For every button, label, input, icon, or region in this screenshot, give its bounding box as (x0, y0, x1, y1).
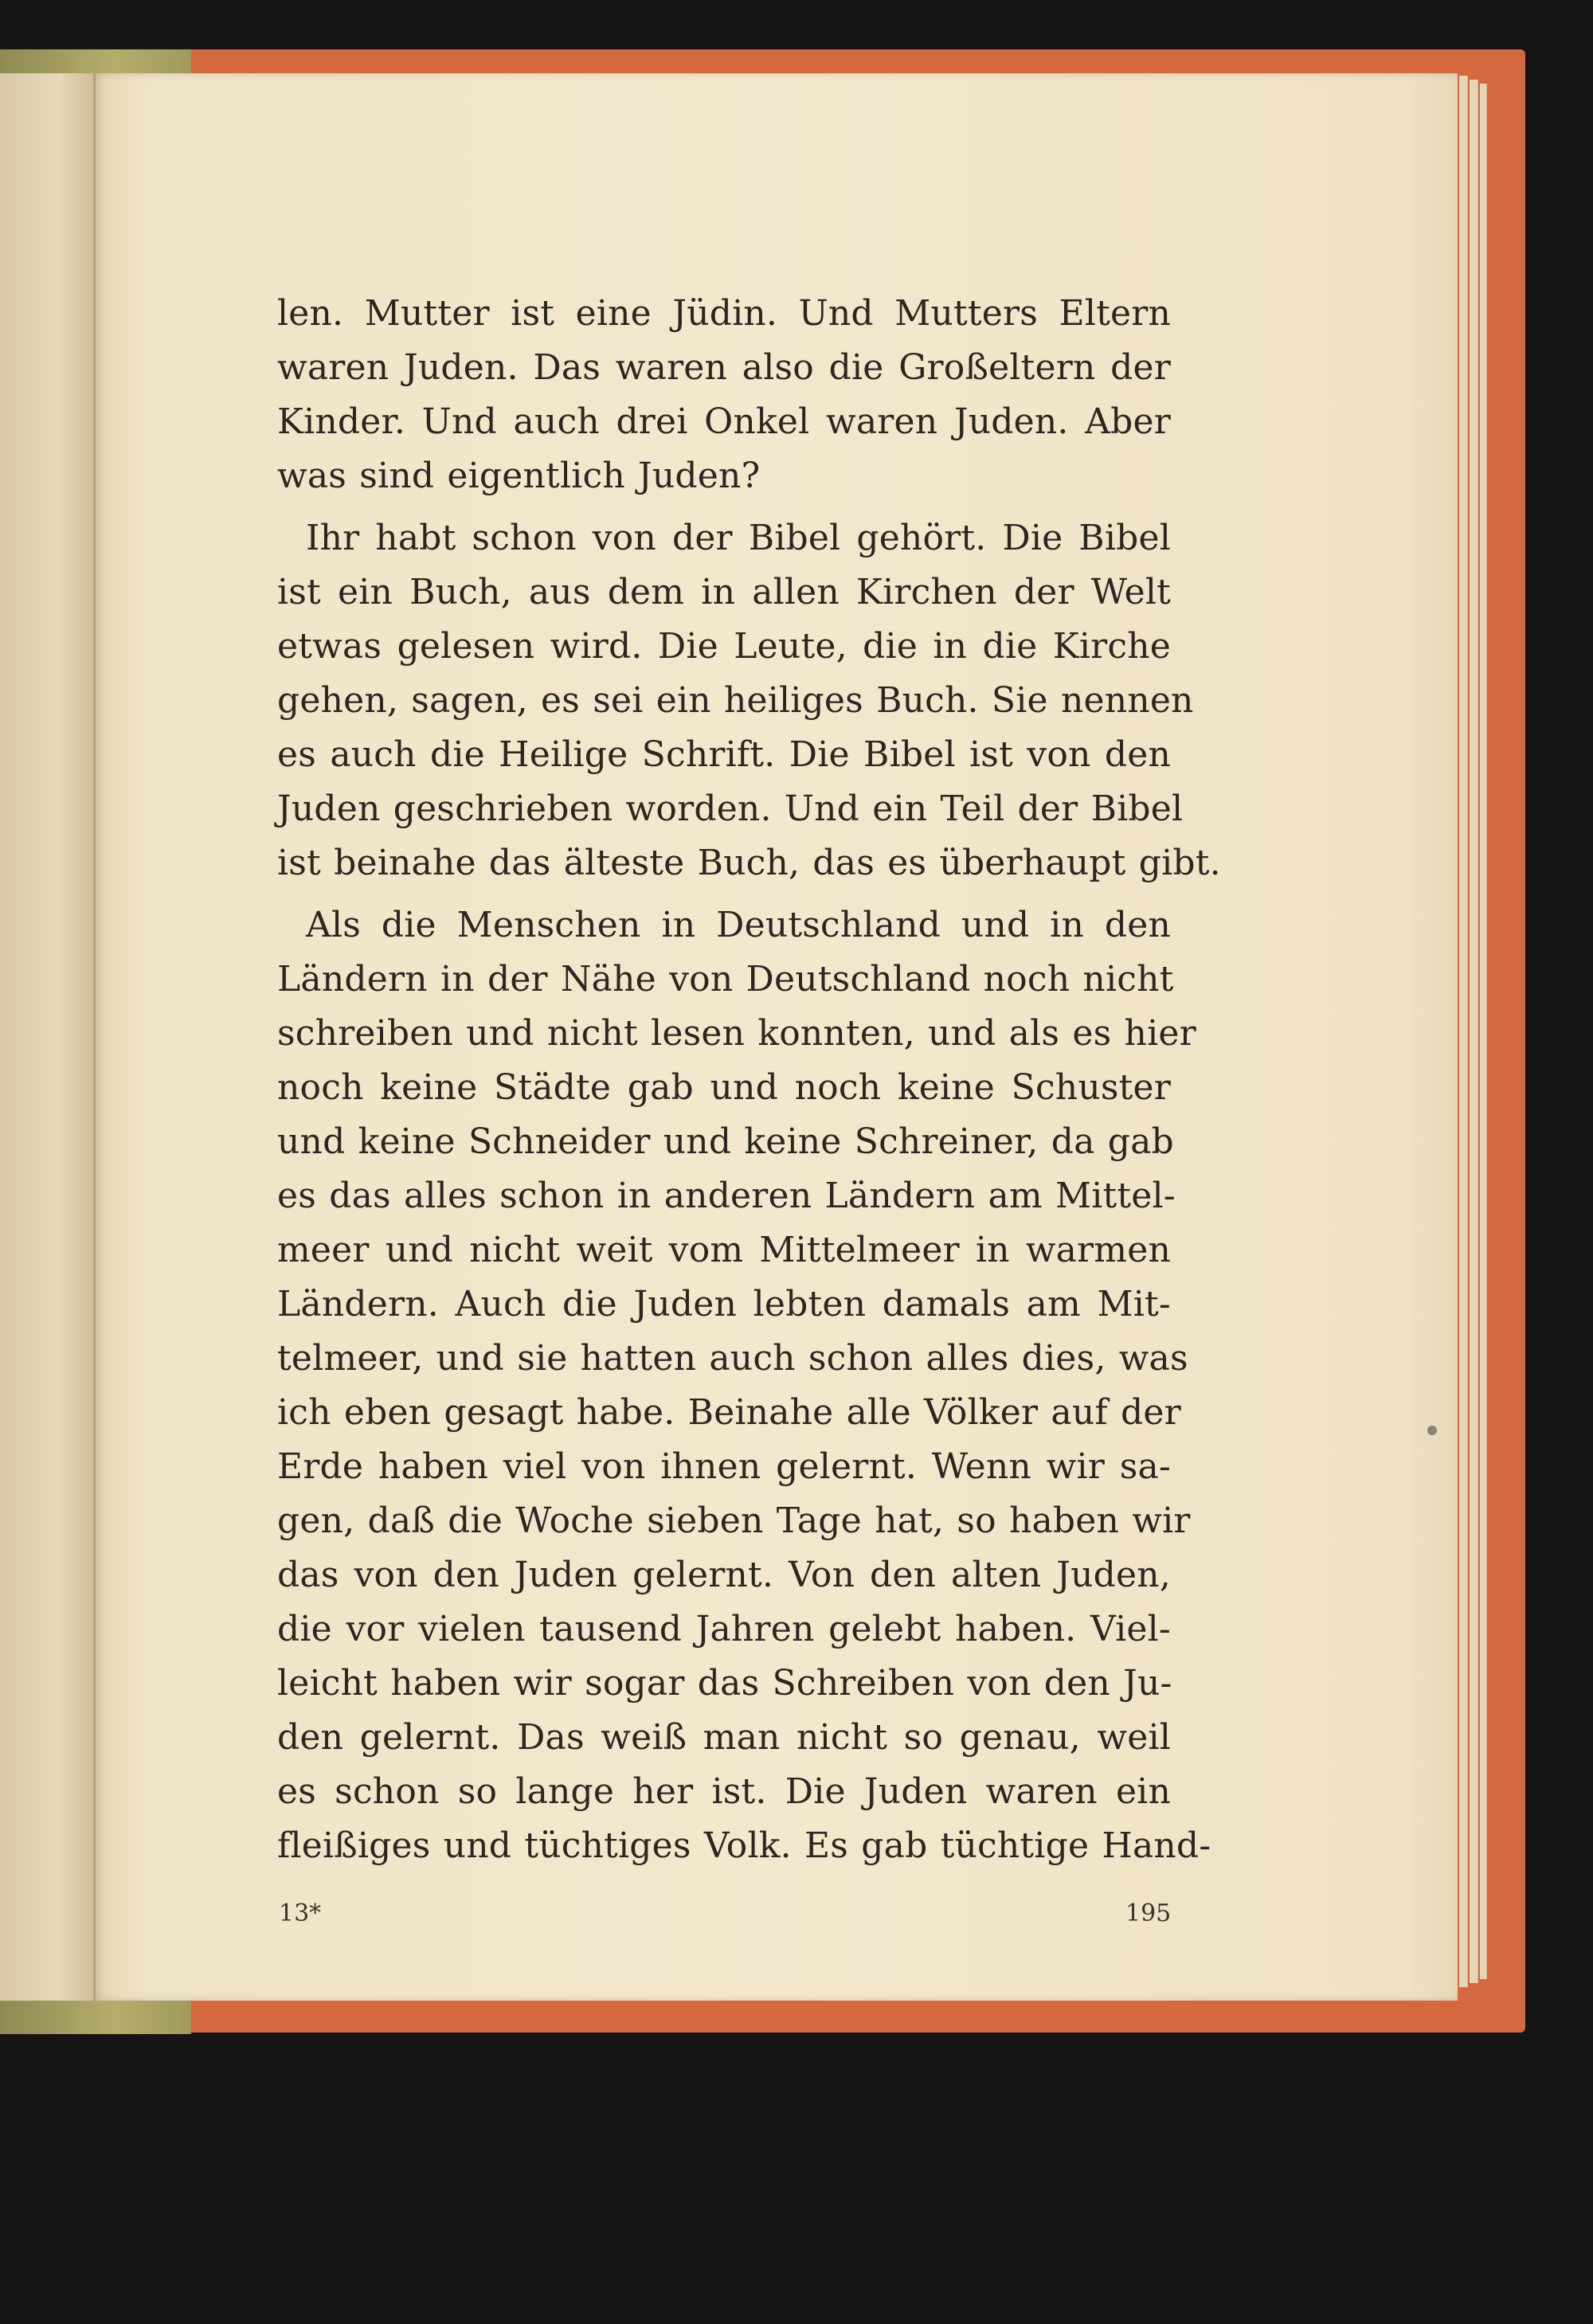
page-stack-edge (1480, 84, 1487, 1979)
text-line: Juden geschrieben worden. Und ein Teil der Bibel (277, 788, 1184, 829)
text-line: gen, daß die Woche sieben Tage hat, so haben wir (277, 1500, 1191, 1541)
text-line: schreiben und nicht lesen konnten, und als es hier (277, 1013, 1196, 1054)
text-line: es auch die Heilige Schrift. Die Bibel ist von den (277, 734, 1171, 775)
text-line: fleißiges und tüchtiges Volk. Es gab tüchtige Hand- (277, 1825, 1211, 1866)
text-line: meer und nicht weit vom Mittelmeer in warmen (277, 1230, 1171, 1270)
text-line: telmeer, und sie hatten auch schon alles dies, was (277, 1338, 1188, 1379)
text-line: Ihr habt schon von der Bibel gehört. Die Bibel (306, 518, 1171, 558)
page-stack-edge (1459, 76, 1468, 1987)
paragraph (277, 898, 1211, 1873)
text-line: waren Juden. Das waren also die Großeltern der (277, 347, 1171, 388)
text-line: es das alles schon in anderen Ländern am Mittel- (277, 1176, 1176, 1216)
body-text (277, 287, 1221, 1881)
gutter (93, 73, 96, 2001)
text-line: ist ein Buch, aus dem in allen Kirchen der Welt (277, 572, 1171, 612)
paper-speck (1427, 1426, 1437, 1435)
text-line: es schon so lange her ist. Die Juden waren ein (277, 1771, 1171, 1812)
text-line: die vor vielen tausend Jahren gelebt haben. Viel- (277, 1609, 1171, 1649)
text-line: ich eben gesagt habe. Beinahe alle Völker auf der (277, 1392, 1181, 1433)
text-line: den gelernt. Das weiß man nicht so genau, weil (277, 1717, 1171, 1758)
paragraph (277, 287, 1171, 503)
text-line: leicht haben wir sogar das Schreiben von den Ju- (277, 1663, 1172, 1704)
signature-mark: 13* (279, 1899, 322, 1927)
text-line: Als die Menschen in Deutschland und in den (306, 905, 1171, 945)
text-line: was sind eigentlich Juden? (277, 456, 761, 496)
page-number: 195 (1125, 1899, 1172, 1927)
text-line: etwas gelesen wird. Die Leute, die in die Kirche (277, 626, 1171, 667)
text-line: Erde haben viel von ihnen gelernt. Wenn wir sa- (277, 1446, 1171, 1487)
paragraph (277, 511, 1221, 890)
text-line: Kinder. Und auch drei Onkel waren Juden. Aber (277, 401, 1171, 442)
left-page-edge (0, 73, 100, 2001)
text-line: das von den Juden gelernt. Von den alten Juden, (277, 1555, 1171, 1595)
text-line: len. Mutter ist eine Jüdin. Und Mutters Eltern (277, 293, 1171, 334)
text-line: gehen, sagen, es sei ein heiliges Buch. Sie nennen (277, 680, 1194, 721)
page-stack-edge (1470, 80, 1478, 1983)
text-line: noch keine Städte gab und noch keine Schuster (277, 1067, 1171, 1108)
text-line: Ländern. Auch die Juden lebten damals am Mit- (277, 1284, 1171, 1324)
text-line: ist beinahe das älteste Buch, das es überhaupt gibt. (277, 843, 1221, 883)
text-line: Ländern in der Nähe von Deutschland noch nicht (277, 959, 1174, 1000)
text-line: und keine Schneider und keine Schreiner, da gab (277, 1121, 1174, 1162)
